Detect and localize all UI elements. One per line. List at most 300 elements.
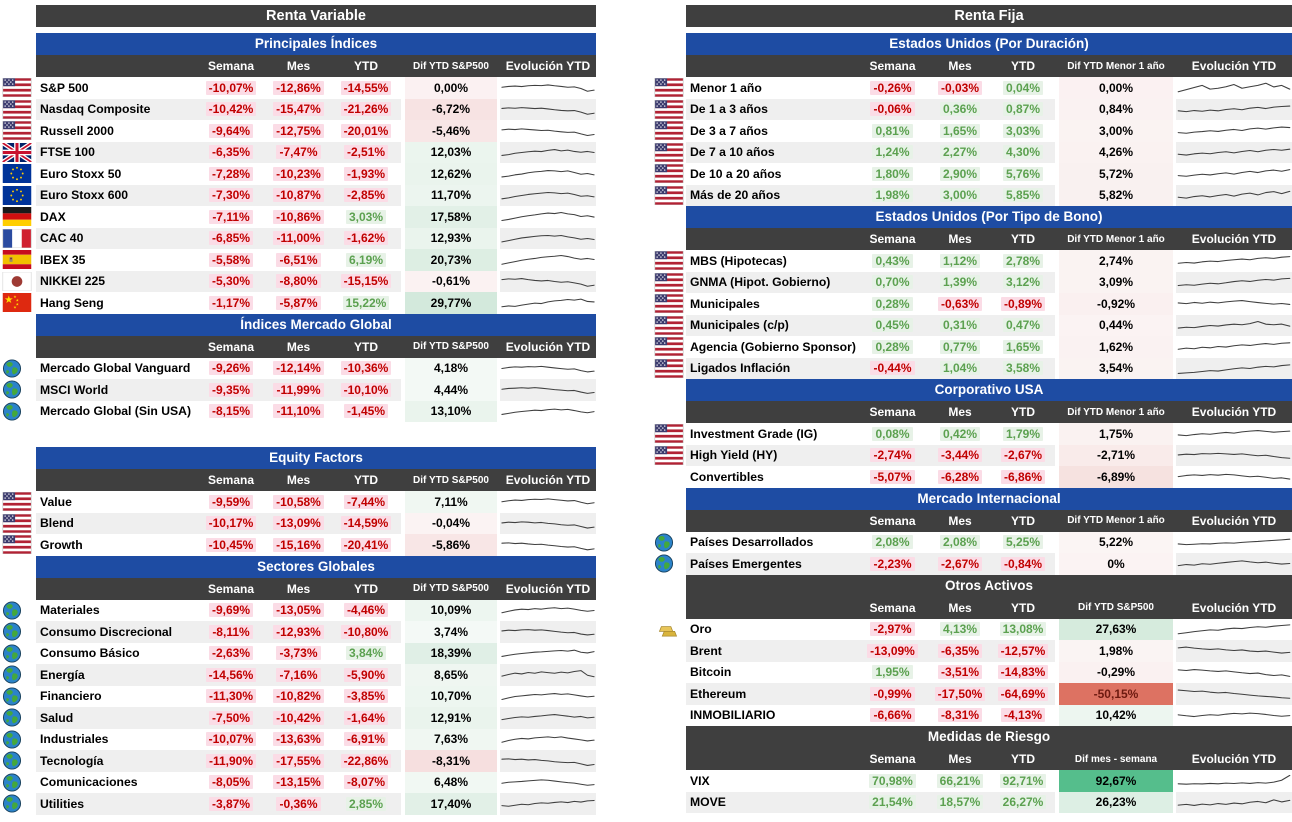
semana-value: -10,45%	[206, 538, 257, 552]
table-row	[652, 640, 1292, 662]
semana-value: -9,35%	[209, 383, 253, 397]
svg-text:★: ★	[13, 295, 17, 300]
semana-value-cell	[856, 770, 929, 792]
semana-value-cell	[196, 120, 266, 142]
dif-value: 20,73%	[405, 249, 497, 271]
ytd-value: -2,67%	[1001, 448, 1045, 462]
ytd-value: 92,71%	[1000, 774, 1047, 788]
semana-value-cell	[196, 228, 266, 250]
semana-value-cell	[196, 729, 266, 751]
ytd-sparkline	[500, 77, 596, 99]
instrument-label: Tecnología	[36, 750, 196, 772]
instrument-label: Consumo Básico	[40, 646, 140, 661]
mes-value: -13,09%	[273, 516, 324, 530]
section-title: Estados Unidos (Por Tipo de Bono)	[686, 206, 1292, 228]
column-header-row	[686, 55, 1292, 77]
ytd-sparkline	[1176, 705, 1292, 727]
table-row	[0, 271, 596, 293]
col-ytd-label: YTD	[354, 473, 378, 487]
semana-value-cell	[856, 532, 929, 554]
ytd-value: 3,03%	[346, 210, 386, 224]
semana-value-cell	[856, 77, 929, 99]
semana-value-cell	[196, 379, 266, 401]
ytd-sparkline	[500, 793, 596, 815]
eu-flag-icon	[0, 185, 36, 207]
svg-text:★: ★	[4, 295, 14, 307]
china-flag-icon	[0, 292, 36, 314]
semana-value-cell	[196, 249, 266, 271]
mes-value-cell	[929, 272, 991, 294]
ytd-value: 6,19%	[346, 253, 386, 267]
ytd-sparkline	[500, 707, 596, 729]
ytd-sparkline	[1176, 770, 1292, 792]
semana-value-cell	[856, 142, 929, 164]
us-flag-icon	[0, 77, 36, 99]
section-title: Sectores Globales	[36, 556, 596, 578]
ytd-value: -14,59%	[341, 516, 392, 530]
mes-value-cell	[266, 534, 331, 556]
ytd-value: -22,86%	[341, 754, 392, 768]
ytd-value-cell	[331, 99, 401, 121]
instrument-label: Utilities	[36, 793, 196, 815]
dif-value: 7,11%	[405, 491, 497, 513]
table-row	[0, 750, 596, 772]
semana-value-cell	[196, 142, 266, 164]
semana-value-cell	[196, 99, 266, 121]
semana-value: -2,97%	[870, 622, 914, 636]
us-flag-icon	[0, 534, 36, 556]
ytd-value-cell	[331, 707, 401, 729]
semana-value: -10,07%	[206, 81, 257, 95]
table-row	[0, 621, 596, 643]
ytd-value: 3,58%	[1003, 361, 1043, 375]
ytd-value: 4,30%	[1003, 145, 1043, 159]
ytd-value-cell	[331, 793, 401, 815]
table-row	[0, 142, 596, 164]
dif-value: 17,40%	[405, 793, 497, 815]
mes-value: -17,50%	[935, 687, 986, 701]
semana-value: 2,08%	[872, 535, 912, 549]
mes-value-cell	[266, 185, 331, 207]
us-flag-icon	[652, 293, 686, 315]
col-mes-label: Mes	[948, 513, 972, 528]
no-icon	[652, 466, 686, 488]
section-title: Equity Factors	[36, 447, 596, 469]
table-row	[652, 315, 1292, 337]
semana-value: 70,98%	[869, 774, 916, 788]
col-semana-label: Semana	[207, 473, 255, 487]
mes-value: -10,86%	[273, 210, 324, 224]
us-flag-icon	[652, 250, 686, 272]
ytd-value: -10,10%	[341, 383, 392, 397]
semana-value: 1,24%	[872, 145, 912, 159]
ytd-value-cell	[331, 750, 401, 772]
table-row	[652, 272, 1292, 294]
mes-value: 1,12%	[940, 254, 980, 268]
mes-value: 0,36%	[940, 102, 980, 116]
mes-value: -17,55%	[273, 754, 324, 768]
semana-value: 21,54%	[869, 795, 916, 809]
ytd-value-cell	[991, 662, 1055, 684]
table-row	[0, 206, 596, 228]
semana-value: -6,66%	[870, 708, 914, 722]
ytd-value-cell	[331, 379, 401, 401]
ytd-sparkline	[500, 249, 596, 271]
svg-text:★: ★	[15, 298, 19, 303]
semana-value: 0,08%	[872, 427, 912, 441]
instrument-label: Menor 1 año	[690, 80, 762, 95]
instrument-label: Municipales	[690, 296, 760, 311]
semana-value-cell	[856, 423, 929, 445]
dif-value: 7,63%	[405, 729, 497, 751]
mes-value: -10,58%	[273, 495, 324, 509]
table-row	[652, 293, 1292, 315]
instrument-label: Blend	[36, 513, 196, 535]
mes-value: 66,21%	[937, 774, 984, 788]
instrument-label: Investment Grade (IG)	[690, 426, 818, 441]
mes-value-cell	[266, 664, 331, 686]
ytd-value-cell	[991, 163, 1055, 185]
mes-value-cell	[266, 228, 331, 250]
dif-value: 26,23%	[1059, 792, 1173, 814]
semana-value-cell	[196, 292, 266, 314]
ytd-sparkline	[500, 401, 596, 423]
semana-value: -6,35%	[209, 145, 253, 159]
globe-icon	[0, 707, 36, 729]
ytd-sparkline	[500, 163, 596, 185]
semana-value: 1,80%	[872, 167, 912, 181]
semana-value: -8,11%	[209, 625, 252, 639]
ytd-value: -6,86%	[1001, 470, 1045, 484]
us-flag-icon	[652, 142, 686, 164]
col-dif-label: Dif YTD Menor 1 año	[1067, 515, 1165, 526]
mes-value-cell	[929, 120, 991, 142]
instrument-label: Salud	[36, 707, 196, 729]
mes-value-cell	[266, 772, 331, 794]
mes-value-cell	[266, 120, 331, 142]
col-mes-label: Mes	[286, 59, 311, 73]
semana-value: 0,43%	[872, 254, 912, 268]
section-title: Mercado Internacional	[686, 488, 1292, 510]
ytd-value-cell	[991, 792, 1055, 814]
ytd-sparkline	[1176, 423, 1292, 445]
ytd-value: -1,64%	[344, 711, 388, 725]
instrument-label: Energía	[36, 664, 196, 686]
ytd-sparkline	[1176, 142, 1292, 164]
ytd-sparkline	[500, 534, 596, 556]
ytd-value: -10,80%	[341, 625, 392, 639]
mes-value-cell	[929, 445, 991, 467]
table-row	[0, 379, 596, 401]
section-title: Otros Activos	[686, 575, 1292, 597]
ytd-value: -0,84%	[1001, 557, 1045, 571]
ytd-sparkline	[500, 185, 596, 207]
section-title: Índices Mercado Global	[36, 314, 596, 336]
ytd-value-cell	[331, 228, 401, 250]
us-flag-icon	[0, 513, 36, 535]
mes-value-cell	[266, 77, 331, 99]
semana-value-cell	[856, 553, 929, 575]
ytd-sparkline	[1176, 250, 1292, 272]
mes-value-cell	[266, 271, 331, 293]
panel-title: Renta Fija	[686, 5, 1292, 27]
semana-value: -8,05%	[209, 775, 253, 789]
uk-flag-icon	[0, 142, 36, 164]
dif-value: 10,09%	[405, 600, 497, 622]
globe-icon	[0, 600, 36, 622]
semana-value-cell	[196, 793, 266, 815]
instrument-label: De 10 a 20 años	[690, 166, 782, 181]
instrument-label: VIX	[690, 773, 710, 788]
mes-value: -11,99%	[273, 383, 323, 397]
mes-value: -13,63%	[273, 732, 324, 746]
col-semana-label: Semana	[869, 232, 916, 246]
instrument-label: Growth	[40, 537, 83, 552]
mes-value: -12,86%	[273, 81, 324, 95]
instrument-label: Mercado Global Vanguard	[40, 361, 191, 376]
semana-value-cell	[856, 293, 929, 315]
col-semana-label: Semana	[869, 752, 916, 766]
ytd-value-cell	[331, 401, 401, 423]
spain-flag-icon	[0, 249, 36, 271]
semana-value-cell	[196, 491, 266, 513]
ytd-value-cell	[991, 272, 1055, 294]
instrument-label: Comunicaciones	[40, 775, 138, 790]
dif-value: 27,63%	[1059, 619, 1173, 641]
ytd-sparkline	[500, 621, 596, 643]
globe-icon	[0, 621, 36, 643]
ytd-value-cell	[331, 686, 401, 708]
dif-value: 29,77%	[405, 292, 497, 314]
ytd-value-cell	[991, 315, 1055, 337]
semana-value: -7,30%	[209, 188, 253, 202]
ytd-value: 3,12%	[1003, 275, 1043, 289]
semana-value: -7,11%	[209, 210, 252, 224]
table-row	[652, 142, 1292, 164]
dif-value: 0%	[1059, 553, 1173, 575]
ytd-sparkline	[500, 206, 596, 228]
ytd-value: -2,51%	[344, 145, 388, 159]
dif-value: 12,62%	[405, 163, 497, 185]
mes-value-cell	[929, 619, 991, 641]
col-evolucion-label: Evolución YTD	[505, 473, 591, 487]
table-row	[652, 466, 1292, 488]
us-flag-icon	[652, 423, 686, 445]
mes-value-cell	[266, 142, 331, 164]
col-dif-label: Dif YTD S&P500	[1078, 602, 1154, 613]
ytd-value: 0,87%	[1003, 102, 1043, 116]
col-ytd-label: YTD	[354, 339, 378, 354]
dif-value: -5,46%	[405, 120, 497, 142]
mes-value-cell	[929, 662, 991, 684]
semana-value-cell	[856, 445, 929, 467]
semana-value: -10,07%	[206, 732, 257, 746]
dif-value: 4,44%	[405, 379, 497, 401]
ytd-sparkline	[1176, 466, 1292, 488]
dif-value: 5,82%	[1059, 185, 1173, 207]
semana-value-cell	[856, 662, 929, 684]
section-title: Principales Índices	[36, 33, 596, 55]
ytd-value-cell	[331, 772, 401, 794]
section-title: Estados Unidos (Por Duración)	[686, 33, 1292, 55]
semana-value: -13,09%	[867, 644, 918, 658]
dif-value: 1,62%	[1059, 336, 1173, 358]
mes-value: -10,23%	[273, 167, 324, 181]
ytd-value: -2,85%	[344, 188, 388, 202]
dif-value: 3,09%	[1059, 272, 1173, 294]
dif-value: 3,74%	[405, 621, 497, 643]
ytd-value: -7,44%	[344, 495, 388, 509]
ytd-value-cell	[991, 445, 1055, 467]
mes-value: 2,90%	[940, 167, 980, 181]
table-row	[652, 792, 1292, 814]
mes-value-cell	[929, 185, 991, 207]
globe-icon	[0, 729, 36, 751]
instrument-label: INMOBILIARIO	[690, 708, 776, 723]
semana-value: -8,15%	[209, 404, 253, 418]
semana-value-cell	[856, 315, 929, 337]
instrument-label: Brent	[686, 640, 856, 662]
mes-value-cell	[266, 643, 331, 665]
dif-value: 0,00%	[1059, 77, 1173, 99]
table-row	[0, 228, 596, 250]
semana-value: 0,70%	[872, 275, 912, 289]
semana-value: -9,26%	[209, 361, 253, 375]
table-row	[0, 99, 596, 121]
semana-value: 0,81%	[872, 124, 912, 138]
dif-value: 12,91%	[405, 707, 497, 729]
instrument-label: DAX	[40, 209, 66, 224]
col-evolucion-label: Evolución YTD	[1191, 59, 1277, 73]
mes-value-cell	[929, 336, 991, 358]
mes-value-cell	[929, 532, 991, 554]
semana-value: -9,59%	[209, 495, 253, 509]
ytd-value-cell	[331, 249, 401, 271]
us-flag-icon	[652, 120, 686, 142]
table-row	[652, 250, 1292, 272]
ytd-value-cell	[331, 120, 401, 142]
instrument-label: Industriales	[40, 732, 109, 747]
dif-value: 0,00%	[405, 77, 497, 99]
ytd-value-cell	[991, 553, 1055, 575]
mes-value-cell	[929, 77, 991, 99]
us-flag-icon	[0, 120, 36, 142]
dif-value: 11,70%	[405, 185, 497, 207]
instrument-label: GNMA (Hipot. Gobierno)	[686, 272, 856, 294]
ytd-value-cell	[991, 293, 1055, 315]
ytd-value-cell	[331, 643, 401, 665]
ytd-value: -20,01%	[341, 124, 392, 138]
semana-value: -14,56%	[206, 668, 257, 682]
ytd-sparkline	[1176, 619, 1292, 641]
ytd-value-cell	[331, 77, 401, 99]
mes-value: -10,82%	[273, 689, 324, 703]
ytd-value: 2,78%	[1003, 254, 1043, 268]
instrument-label: De 7 a 10 años	[686, 142, 856, 164]
semana-value-cell	[856, 336, 929, 358]
table-row	[652, 445, 1292, 467]
ytd-sparkline	[1176, 185, 1292, 207]
semana-value-cell	[856, 619, 929, 641]
table-row	[652, 553, 1292, 575]
mes-value-cell	[929, 99, 991, 121]
col-evolucion-label: Evolución YTD	[505, 581, 591, 596]
instrument-label: MOVE	[686, 792, 856, 814]
ytd-value-cell	[331, 292, 401, 314]
table-row	[652, 705, 1292, 727]
ytd-sparkline	[500, 772, 596, 794]
mes-value: 1,04%	[940, 361, 980, 375]
ytd-value-cell	[991, 336, 1055, 358]
table-row	[0, 686, 596, 708]
ytd-value: -1,93%	[344, 167, 388, 181]
semana-value-cell	[856, 185, 929, 207]
semana-value: 1,95%	[872, 665, 912, 679]
semana-value: -10,42%	[206, 102, 257, 116]
mes-value: -0,03%	[938, 81, 982, 95]
mes-value-cell	[929, 250, 991, 272]
mes-value-cell	[266, 163, 331, 185]
us-flag-icon	[652, 336, 686, 358]
semana-value: -7,50%	[209, 711, 253, 725]
ytd-sparkline	[1176, 358, 1292, 380]
no-icon	[652, 770, 686, 792]
dif-value: 4,26%	[1059, 142, 1173, 164]
dif-value: 8,65%	[405, 664, 497, 686]
semana-value-cell	[196, 772, 266, 794]
semana-value-cell	[196, 163, 266, 185]
ytd-sparkline	[1176, 315, 1292, 337]
us-flag-icon	[652, 272, 686, 294]
column-header-row	[686, 401, 1292, 423]
ytd-sparkline	[500, 99, 596, 121]
semana-value-cell	[196, 513, 266, 535]
ytd-value: 3,84%	[346, 646, 386, 660]
ytd-sparkline	[500, 120, 596, 142]
dif-value: -6,72%	[405, 99, 497, 121]
ytd-value-cell	[331, 513, 401, 535]
mes-value-cell	[929, 315, 991, 337]
mes-value: 1,65%	[940, 124, 980, 138]
table-row	[0, 643, 596, 665]
mes-value-cell	[266, 99, 331, 121]
col-dif-label: Dif mes - semana	[1074, 753, 1158, 765]
mes-value: -6,28%	[938, 470, 982, 484]
semana-value: 1,98%	[872, 188, 912, 202]
table-row	[0, 664, 596, 686]
mes-value: -0,63%	[938, 297, 982, 311]
mes-value: -10,87%	[273, 188, 324, 202]
no-icon	[652, 683, 686, 705]
semana-value: -11,90%	[206, 754, 256, 768]
no-icon	[652, 792, 686, 814]
germany-flag-icon	[0, 206, 36, 228]
dif-value: 17,58%	[405, 206, 497, 228]
semana-value-cell	[856, 120, 929, 142]
instrument-label: Nasdaq Composite	[36, 99, 196, 121]
mes-value-cell	[929, 770, 991, 792]
svg-text:★: ★	[13, 305, 17, 310]
dif-value: 5,72%	[1059, 163, 1173, 185]
globe-icon	[0, 643, 36, 665]
semana-value: 0,28%	[872, 297, 912, 311]
globe-icon	[0, 793, 36, 815]
mes-value-cell	[266, 707, 331, 729]
mes-value-cell	[266, 491, 331, 513]
mes-value: -13,05%	[273, 603, 324, 617]
table-row	[0, 729, 596, 751]
semana-value-cell	[856, 163, 929, 185]
